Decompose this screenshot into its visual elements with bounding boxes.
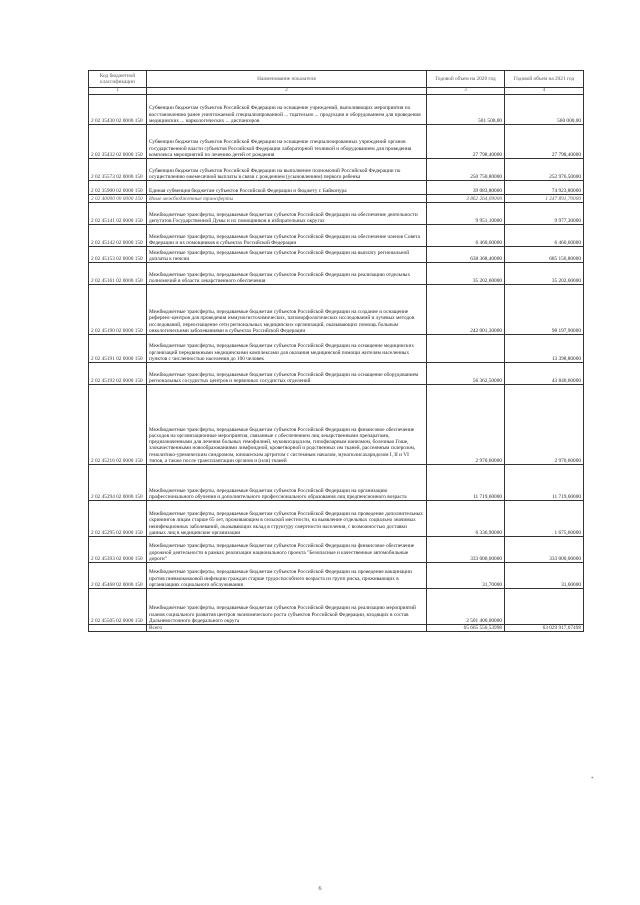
row-code: 2 02 45141 02 0000 150 bbox=[89, 203, 147, 225]
table-row bbox=[89, 247, 584, 263]
column-index: 2 bbox=[147, 88, 427, 95]
table-row bbox=[89, 465, 584, 501]
row-name: Межбюджетные трансферты, передаваемые бюджетам субъектов Российской Федерации на реализацию мероприятий планов социального развития центров экономического роста субъектов Российской Федерации, входящих в состав Дальневосточного федерального округа bbox=[147, 589, 427, 625]
row-value-2020: 2 501 400,00000 bbox=[427, 589, 505, 625]
row-name: Единая субвенция бюджетам субъектов Российской Федерации и бюджету г. Байконура bbox=[147, 181, 427, 195]
budget-table bbox=[88, 70, 584, 632]
row-value-2021: 1 247 891,70000 bbox=[505, 195, 584, 203]
row-value-2020: 638 368,40000 bbox=[427, 247, 505, 263]
total-code bbox=[89, 625, 147, 632]
row-value-2021: 560 000,00 bbox=[505, 95, 584, 125]
table-row bbox=[89, 285, 584, 335]
row-name: Субвенции бюджетам субъектов Российской Федерации на выполнение полномочий Российской Федерации по осуществлению ежемесячной выплаты в связи с рождением (усыновлением) первого ребенка bbox=[147, 159, 427, 181]
table-row bbox=[89, 195, 584, 203]
header-name: Наименование показателя bbox=[147, 71, 427, 88]
row-value-2021: 252 976,50000 bbox=[505, 159, 584, 181]
column-index-row bbox=[89, 88, 584, 95]
total-2020: 65 665 550,53998 bbox=[427, 625, 505, 632]
column-index: 4 bbox=[505, 88, 584, 95]
page-mark: * bbox=[591, 777, 594, 782]
row-code: 2 02 45216 02 0000 150 bbox=[89, 385, 147, 465]
row-name: Межбюджетные трансферты, передаваемые бюджетам субъектов Российской Федерации на обеспечение деятельности депутатов Государственной Думы и их помощников в избирательных округах bbox=[147, 203, 427, 225]
row-value-2020: 250 750,80000 bbox=[427, 159, 505, 181]
row-code: 2 02 45191 02 0000 150 bbox=[89, 335, 147, 363]
row-code: 2 02 45505 02 0000 150 bbox=[89, 589, 147, 625]
table-row bbox=[89, 225, 584, 247]
row-code: 2 02 45190 02 0000 150 bbox=[89, 285, 147, 335]
row-value-2020: 333 000,00000 bbox=[427, 537, 505, 563]
row-value-2020: 242 001,30000 bbox=[427, 285, 505, 335]
row-name: Межбюджетные трансферты, передаваемые бюджетам субъектов Российской Федерации на финансовое обеспечение дорожной деятельности в рамках реализации национального проекта "Безопасные и качественные автомобильные дороги" bbox=[147, 537, 427, 563]
row-value-2021: 6 460,60000 bbox=[505, 225, 584, 247]
total-row bbox=[89, 625, 584, 632]
row-code: 2 02 45153 02 0000 150 bbox=[89, 247, 147, 263]
header-2020: Годовой объем на 2020 год bbox=[427, 71, 505, 88]
row-name: Межбюджетные трансферты, передаваемые бюджетам субъектов Российской Федерации на обеспечение членов Совета Федерации и их помощников в субъектах Российской Федерации bbox=[147, 225, 427, 247]
row-value-2021: 74 923,80000 bbox=[505, 181, 584, 195]
row-code: 2 02 35573 02 0000 150 bbox=[89, 159, 147, 181]
total-2021: 63 029 917,67498 bbox=[505, 625, 584, 632]
row-code: 2 02 45192 02 0000 150 bbox=[89, 363, 147, 385]
row-code: 2 02 45294 02 0000 150 bbox=[89, 465, 147, 501]
row-name: Субвенции бюджетам субъектов Российской Федерации на оснащение специализированных учреждений органов государственной власти субъектов Российской Федерации лабораторной техникой и оборудованием для проведения комплекса мероприятий по лечению детей от рождения bbox=[147, 125, 427, 159]
row-name: Иные межбюджетные трансферты bbox=[147, 195, 427, 203]
row-name: Межбюджетные трансферты, передаваемые бюджетам субъектов Российской Федерации на оснащение медицинских организаций передвижными медицинскими комплексами для оказания медицинской помощи жителям населенных пунктов с численностью населения до 100 человек bbox=[147, 335, 427, 363]
row-value-2020: 27 798,40000 bbox=[427, 125, 505, 159]
row-value-2021: 31,60000 bbox=[505, 563, 584, 589]
table-row bbox=[89, 501, 584, 537]
row-value-2021: 27 798,40000 bbox=[505, 125, 584, 159]
table-row bbox=[89, 363, 584, 385]
row-value-2021 bbox=[505, 589, 584, 625]
row-value-2021: 1 675,60000 bbox=[505, 501, 584, 537]
table-row bbox=[89, 159, 584, 181]
table-row bbox=[89, 181, 584, 195]
table-row bbox=[89, 263, 584, 285]
row-code: 2 02 45468 02 0000 150 bbox=[89, 563, 147, 589]
row-name: Межбюджетные трансферты, передаваемые бюджетам субъектов Российской Федерации на финансовое обеспечение расходов на организационные мероприятия, связанные с обеспечением лиц лекарственными препаратами, предназначенными для лечения больных гемофилией, муковисцидозом, гипофизарным нанизмом, болезнью Гоше, злокачественными новообразованиями лимфоидной, кроветворной и родственных им тканей, рассеянным склерозом, гемолитико-уремическим синдромом, юношеским артритом с системным началом, мукополисахаридозом I, II и VI типов, а также после трансплантации органов и (или) тканей bbox=[147, 385, 427, 465]
table-row bbox=[89, 537, 584, 563]
table-row bbox=[89, 563, 584, 589]
row-name: Межбюджетные трансферты, передаваемые бюджетам субъектов Российской Федерации на реализацию отдельных полномочий в области лекарственного обеспечения bbox=[147, 263, 427, 285]
table-row bbox=[89, 125, 584, 159]
row-code: 2 02 45142 02 0000 150 bbox=[89, 225, 147, 247]
row-value-2020: 39 083,80000 bbox=[427, 181, 505, 195]
row-value-2021: 2 970,60000 bbox=[505, 385, 584, 465]
header-code: Код бюджетной классификации bbox=[89, 71, 147, 88]
row-name: Субвенции бюджетам субъектов Российской Федерации на оснащение учреждений, выполняющих мероприятия по восстановлению ранее уничтожаемой специализированной ... тщательно ... продукции и оборудованием для проведения медицинских ... наркологических ... диспансеров bbox=[147, 95, 427, 125]
row-code: 2 02 45161 02 0000 150 bbox=[89, 263, 147, 285]
row-value-2020: 9 951,10000 bbox=[427, 203, 505, 225]
column-index: 1 bbox=[89, 88, 147, 95]
row-name: Межбюджетные трансферты, передаваемые бюджетам субъектов Российской Федерации на проведение вакцинации против пневмококковой инфекции граждан старше трудоспособного возраста из групп риска, проживающих в организациях социального обслуживания bbox=[147, 563, 427, 589]
row-value-2021: 11 719,60000 bbox=[505, 465, 584, 501]
row-name: Межбюджетные трансферты, передаваемые бюджетам субъектов Российской Федерации на оснащение оборудованием региональных сосудистых центров и первичных сосудистых отделений bbox=[147, 363, 427, 385]
row-value-2020: 501 500,00 bbox=[427, 95, 505, 125]
header-2021: Годовой объем на 2021 год bbox=[505, 71, 584, 88]
row-value-2020: 3 862 264,09000 bbox=[427, 195, 505, 203]
row-code: 2 02 45295 02 0000 150 bbox=[89, 501, 147, 537]
row-value-2020: 31,70000 bbox=[427, 563, 505, 589]
table-row bbox=[89, 589, 584, 625]
row-value-2020: 35 202,60000 bbox=[427, 263, 505, 285]
column-index: 3 bbox=[427, 88, 505, 95]
row-value-2021: 98 197,90000 bbox=[505, 285, 584, 335]
row-value-2020: 2 970,60000 bbox=[427, 385, 505, 465]
header-row bbox=[89, 71, 584, 88]
table-row bbox=[89, 385, 584, 465]
row-code: 2 02 45393 02 0000 150 bbox=[89, 537, 147, 563]
row-name: Межбюджетные трансферты, передаваемые бюджетам субъектов Российской Федерации на организацию профессионального обучения и дополнительного профессионального образования лиц предпенсионного возраста bbox=[147, 465, 427, 501]
row-value-2021: 35 202,60000 bbox=[505, 263, 584, 285]
page-number: 6 bbox=[318, 886, 322, 892]
table-row bbox=[89, 335, 584, 363]
row-value-2021: 13 398,80000 bbox=[505, 335, 584, 363]
row-value-2020: 6 460,60000 bbox=[427, 225, 505, 247]
row-name: Межбюджетные трансферты, передаваемые бюджетам субъектов Российской Федерации на выплату региональной доплаты к пенсии bbox=[147, 247, 427, 263]
table-row bbox=[89, 203, 584, 225]
row-value-2020 bbox=[427, 335, 505, 363]
row-value-2021: 9 977,30000 bbox=[505, 203, 584, 225]
row-value-2020: 6 336,90000 bbox=[427, 501, 505, 537]
row-name: Межбюджетные трансферты, передаваемые бюджетам субъектов Российской Федерации на проведение дополнительных скринингов лицам старше 65 лет, проживающим в сельской местности, на выявление отдельных социально значимых неинфекционных заболеваний, оказывающих вклад в структуру смертности населения, с возможностью доставки данных лиц в медицинские организации bbox=[147, 501, 427, 537]
row-value-2020: 56 362,50000 bbox=[427, 363, 505, 385]
row-value-2021: 685 156,80000 bbox=[505, 247, 584, 263]
table-row bbox=[89, 95, 584, 125]
total-label: Всего bbox=[147, 625, 427, 632]
row-code: 2 02 35900 02 0000 150 bbox=[89, 181, 147, 195]
row-name: Межбюджетные трансферты, передаваемые бюджетам субъектов Российской Федерации на создание и оснащение референс-центров для проведения иммуногистохимических, патоморфологических исследований и лучевых методов исследований, переоснащение сети региональных медицинских организаций, оказывающих помощь больным онкологическими заболеваниями в субъектах Российской Федерации bbox=[147, 285, 427, 335]
row-value-2021: 333 000,00000 bbox=[505, 537, 584, 563]
row-value-2021: 43 840,60000 bbox=[505, 363, 584, 385]
row-code: 2 02 35432 02 0000 150 bbox=[89, 125, 147, 159]
row-code: 2 02 35430 02 0000 150 bbox=[89, 95, 147, 125]
row-code: 2 02 40000 00 0000 150 bbox=[89, 195, 147, 203]
row-value-2020: 11 719,60000 bbox=[427, 465, 505, 501]
